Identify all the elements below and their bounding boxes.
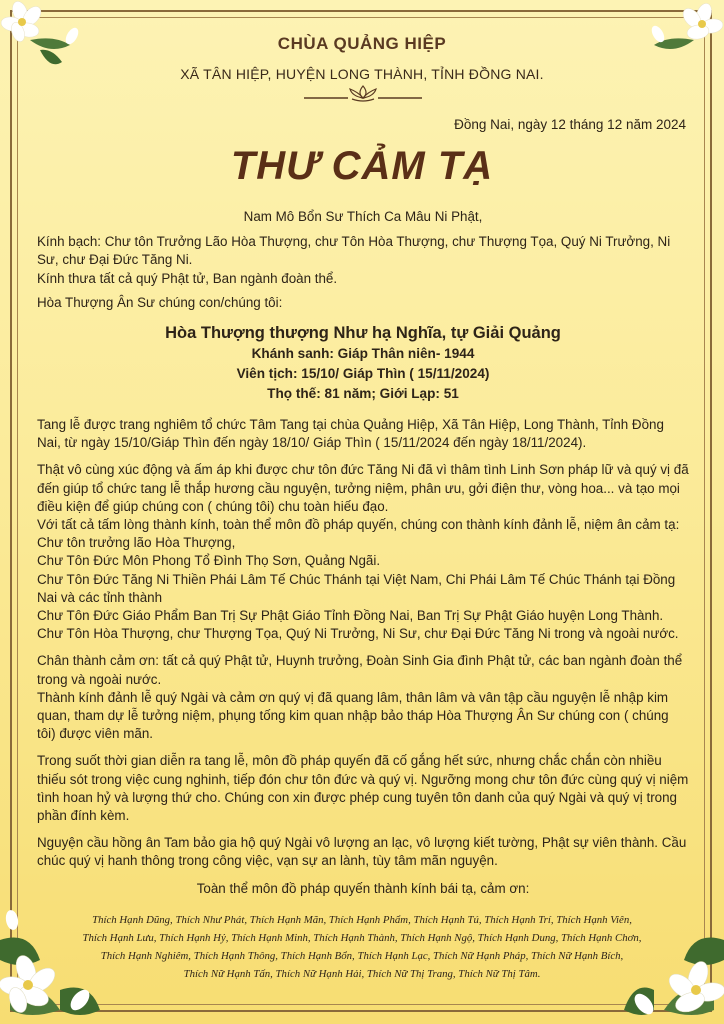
signatory-line: Thích Hạnh Nghiêm, Thích Hạnh Thông, Thích Hạnh Bổn, Thích Hạnh Lạc, Thích Nữ Hạnh Pháp, Thích Nữ Hạnh Bích, bbox=[100, 950, 624, 962]
temple-address: XÃ TÂN HIỆP, HUYỆN LONG THÀNH, TỈNH ĐỒNG NAI. bbox=[180, 66, 544, 82]
signatory-line: Thích Hạnh Lưu, Thích Hạnh Hỷ, Thích Hạnh Minh, Thích Hạnh Thành, Thích Hạnh Ngộ, Thích Hạnh Dung, Thích Hạnh Chơn, bbox=[82, 932, 642, 944]
thanks-item: Chư Tôn Đức Giáo Phẩm Ban Trị Sự Phật Giáo Tỉnh Đồng Nai, Ban Trị Sự Phật Giáo huyện Long Thành. bbox=[37, 608, 664, 624]
thanks-item: Chư tôn trưởng lão Hòa Thượng, bbox=[37, 535, 236, 551]
kinh-bach-line: Kính bạch: Chư tôn Trưởng Lão Hòa Thượng, chư Tôn Hòa Thượng, chư Thượng Tọa, Quý Ni Trưởng, Ni Sư, chư Đại Đức Tăng Ni. bbox=[37, 234, 671, 268]
body-block bbox=[37, 416, 689, 898]
paragraph-attendance: Thành kính đảnh lễ quý Ngài và cảm ơn quý vị đã quang lâm, thân lâm và vân tập cầu nguyện lễ nhập kim quan, tham dự lễ tưởng niệm, phụng tống kim quan nhập bảo tháp Hòa Thượng Ân Sư chúng con ( chúng tôi) được viên mãn. bbox=[37, 689, 669, 742]
intro-line: Hòa Thượng Ân Sư chúng con/chúng tôi: bbox=[37, 294, 283, 310]
thanks-item: Chư Tôn Đức Tăng Ni Thiền Phái Lâm Tế Chúc Thánh tại Việt Nam, Chi Phái Lâm Tế Chúc Thánh tại Đồng Nai và các tỉnh thành bbox=[37, 571, 676, 605]
honoree-name: Hòa Thượng thượng Như hạ Nghĩa, tự Giải Quảng bbox=[165, 324, 561, 342]
letter-date: Đồng Nai, ngày 12 tháng 12 năm 2024 bbox=[454, 117, 686, 132]
temple-name: CHÙA QUẢNG HIỆP bbox=[277, 34, 447, 53]
honoree-age: Thọ thế: 81 năm; Giới Lạp: 51 bbox=[267, 386, 459, 401]
signatories-list bbox=[30, 911, 694, 983]
lotus-ornament-icon bbox=[302, 84, 424, 104]
thanks-item: Chư Tôn Đức Môn Phong Tổ Đình Thọ Sơn, Quảng Ngãi. bbox=[37, 553, 381, 569]
paragraph-apology: Trong suốt thời gian diễn ra tang lễ, môn đồ pháp quyến đã cố gắng hết sức, nhưng chắc chắn còn nhiều thiếu sót trong việc cung nghinh, tiếp đón chư tôn đức và quý vị. Ngưỡng mong chư tôn đức cùng quý vị niệm tình hoan hỷ và lượng thứ cho. Chúng con xin được phép cung tuyên tôn danh của quý Ngài và quý vị trong phần đính kèm. bbox=[37, 753, 689, 824]
paragraph-blessing: Nguyện cầu hồng ân Tam bảo gia hộ quý Ngài vô lượng an lạc, vô lượng kiết tường, Phật sự viên thành. Cầu chúc quý vị hanh thông trong công việc, vạn sự an lành, tùy tâm mãn nguyện. bbox=[37, 835, 687, 869]
paragraph-thanks-buddhists: Chân thành cảm ơn: tất cả quý Phật tử, Huynh trưởng, Đoàn Sinh Gia đình Phật tử, các ban ngành đoàn thể trong và ngoài nước. bbox=[37, 653, 683, 687]
kinh-thua-line: Kính thưa tất cả quý Phật tử, Ban ngành đoàn thể. bbox=[37, 270, 338, 286]
signatory-line: Thích Hạnh Dũng, Thích Như Phát, Thích Hạnh Mãn, Thích Hạnh Phẩm, Thích Hạnh Tú, Thích Hạnh Trí, Thích Hạnh Viên, bbox=[92, 914, 632, 926]
letter-title: THƯ CẢM TẠ bbox=[230, 144, 494, 188]
honoree-passed: Viên tịch: 15/10/ Giáp Thìn ( 15/11/2024) bbox=[236, 366, 490, 381]
honoree-born: Khánh sanh: Giáp Thân niên- 1944 bbox=[251, 346, 475, 361]
honoree-block bbox=[37, 322, 689, 404]
thanks-item: Chư Tôn Hòa Thượng, chư Thượng Tọa, Quý Ni Trưởng, Ni Sư, chư Đại Đức Tăng Ni trong và ngoài nước. bbox=[37, 626, 679, 642]
paragraph-respect: Với tất cả tấm lòng thành kính, toàn thể môn đồ pháp quyến, chúng con thành kính đảnh lễ, niệm ân cảm tạ: bbox=[37, 517, 680, 533]
paragraph-funeral: Tang lễ được trang nghiêm tổ chức Tâm Tang tại chùa Quảng Hiệp, Xã Tân Hiệp, Long Thành, Tỉnh Đồng Nai, từ ngày 15/10/Giáp Thìn đến ngày 18/10/ Giáp Thìn ( 15/11/2024 đến ngày 18/11/2024). bbox=[37, 417, 664, 451]
paragraph-gratitude: Thật vô cùng xúc động và ấm áp khi được chư tôn đức Tăng Ni đã vì thâm tình Linh Sơn pháp lữ và quý vị đã đến giúp tổ chức tang lễ thắp hương cầu nguyện, tưởng niệm, phân ưu, gởi điện thư, vòng hoa... và tạo mọi điều kiện để giúp chúng con ( chúng tôi) chu toàn hiếu đạo. bbox=[37, 462, 689, 514]
greeting-block bbox=[37, 208, 689, 312]
namo-line: Nam Mô Bổn Sư Thích Ca Mâu Ni Phật, bbox=[243, 209, 483, 224]
signatory-line: Thích Nữ Hạnh Tấn, Thích Nữ Hạnh Hải, Thích Nữ Thị Trang, Thích Nữ Thị Tâm. bbox=[183, 968, 541, 980]
closing-line: Toàn thể môn đồ pháp quyến thành kính bái tạ, cảm ơn: bbox=[196, 880, 530, 896]
